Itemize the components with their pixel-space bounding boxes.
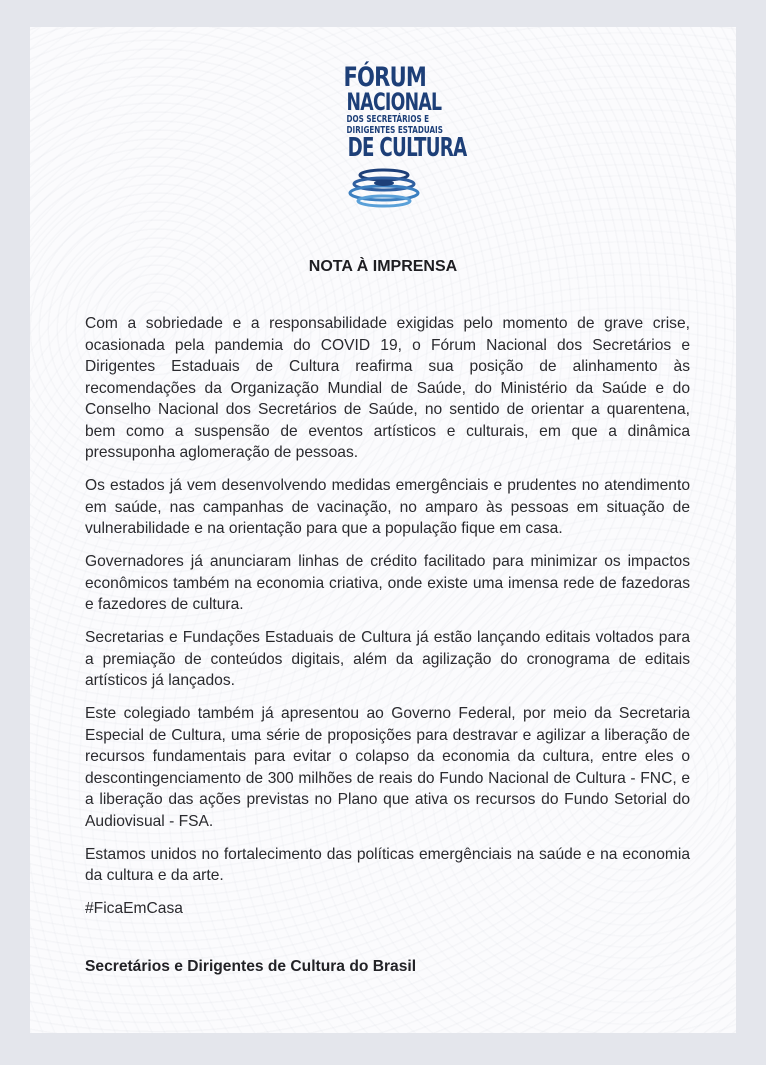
paragraph-6: Estamos unidos no fortalecimento das políticas emergênciais na saúde e na economia da cultura e da arte. xyxy=(85,845,690,884)
logo-line-nacional: NACIONAL xyxy=(346,88,442,116)
hashtag: #FicaEmCasa xyxy=(85,900,183,917)
signature: Secretários e Dirigentes de Cultura do Brasil xyxy=(85,958,417,975)
document-page xyxy=(30,27,736,1033)
page-title: NOTA À IMPRENSA xyxy=(308,258,458,275)
logo-line-forum: FÓRUM xyxy=(343,62,427,93)
press-note-body xyxy=(85,313,690,931)
paragraph-2: Os estados já vem desenvolvendo medidas emergênciais e prudentes no atendimento em saúde, nas campanhas de vacinação, no amparo às pessoas em situação de vulnerabilidade e na orientação para que a população fique em casa. xyxy=(85,477,690,537)
logo-line-dirigentes: DIRIGENTES ESTADUAIS xyxy=(346,125,443,136)
forum-logo xyxy=(332,62,467,265)
paragraph-5: Este colegiado também já apresentou ao Governo Federal, por meio da Secretaria Especial de Cultura, uma série de proposições para destravar e agilizar a liberação de recursos fundamentais para evitar o colapso da economia da cultura, entre eles o descontingenciamento de 300 milhões de reais do Fundo Nacional de Cultura - FNC, e a liberação das ações previstas no Plano que ativa os recursos do Fundo Setorial do Audiovisual - FSA. xyxy=(85,705,690,830)
paragraph-4: Secretarias e Fundações Estaduais de Cultura já estão lançando editais voltados para a premiação de conteúdos digitais, além da agilização do cronograma de editais artísticos já lançados. xyxy=(85,629,690,689)
logo-line-secretarios: DOS SECRETÁRIOS E xyxy=(346,114,430,125)
paragraph-1: Com a sobriedade e a responsabilidade exigidas pelo momento de grave crise, ocasionada pela pandemia do COVID 19, o Fórum Nacional dos Secretários e Dirigentes Estaduais de Cultura reafirma sua posição de alinhamento às recomendações da Organização Mundial de Saúde, do Ministério da Saúde e do Conselho Nacional dos Secretários de Saúde, no sentido de orientar a quarentena, bem como a suspensão de eventos artísticos e culturais, em que a dinâmica pressuponha aglomeração de pessoas. xyxy=(85,315,690,461)
paragraph-3: Governadores já anunciaram linhas de crédito facilitado para minimizar os impactos econômicos também na economia criativa, onde existe uma imensa rede de fazedoras e fazedores de cultura. xyxy=(85,553,690,613)
stacked-waves-icon xyxy=(344,165,424,209)
logo-line-cultura: DE CULTURA xyxy=(347,133,467,163)
